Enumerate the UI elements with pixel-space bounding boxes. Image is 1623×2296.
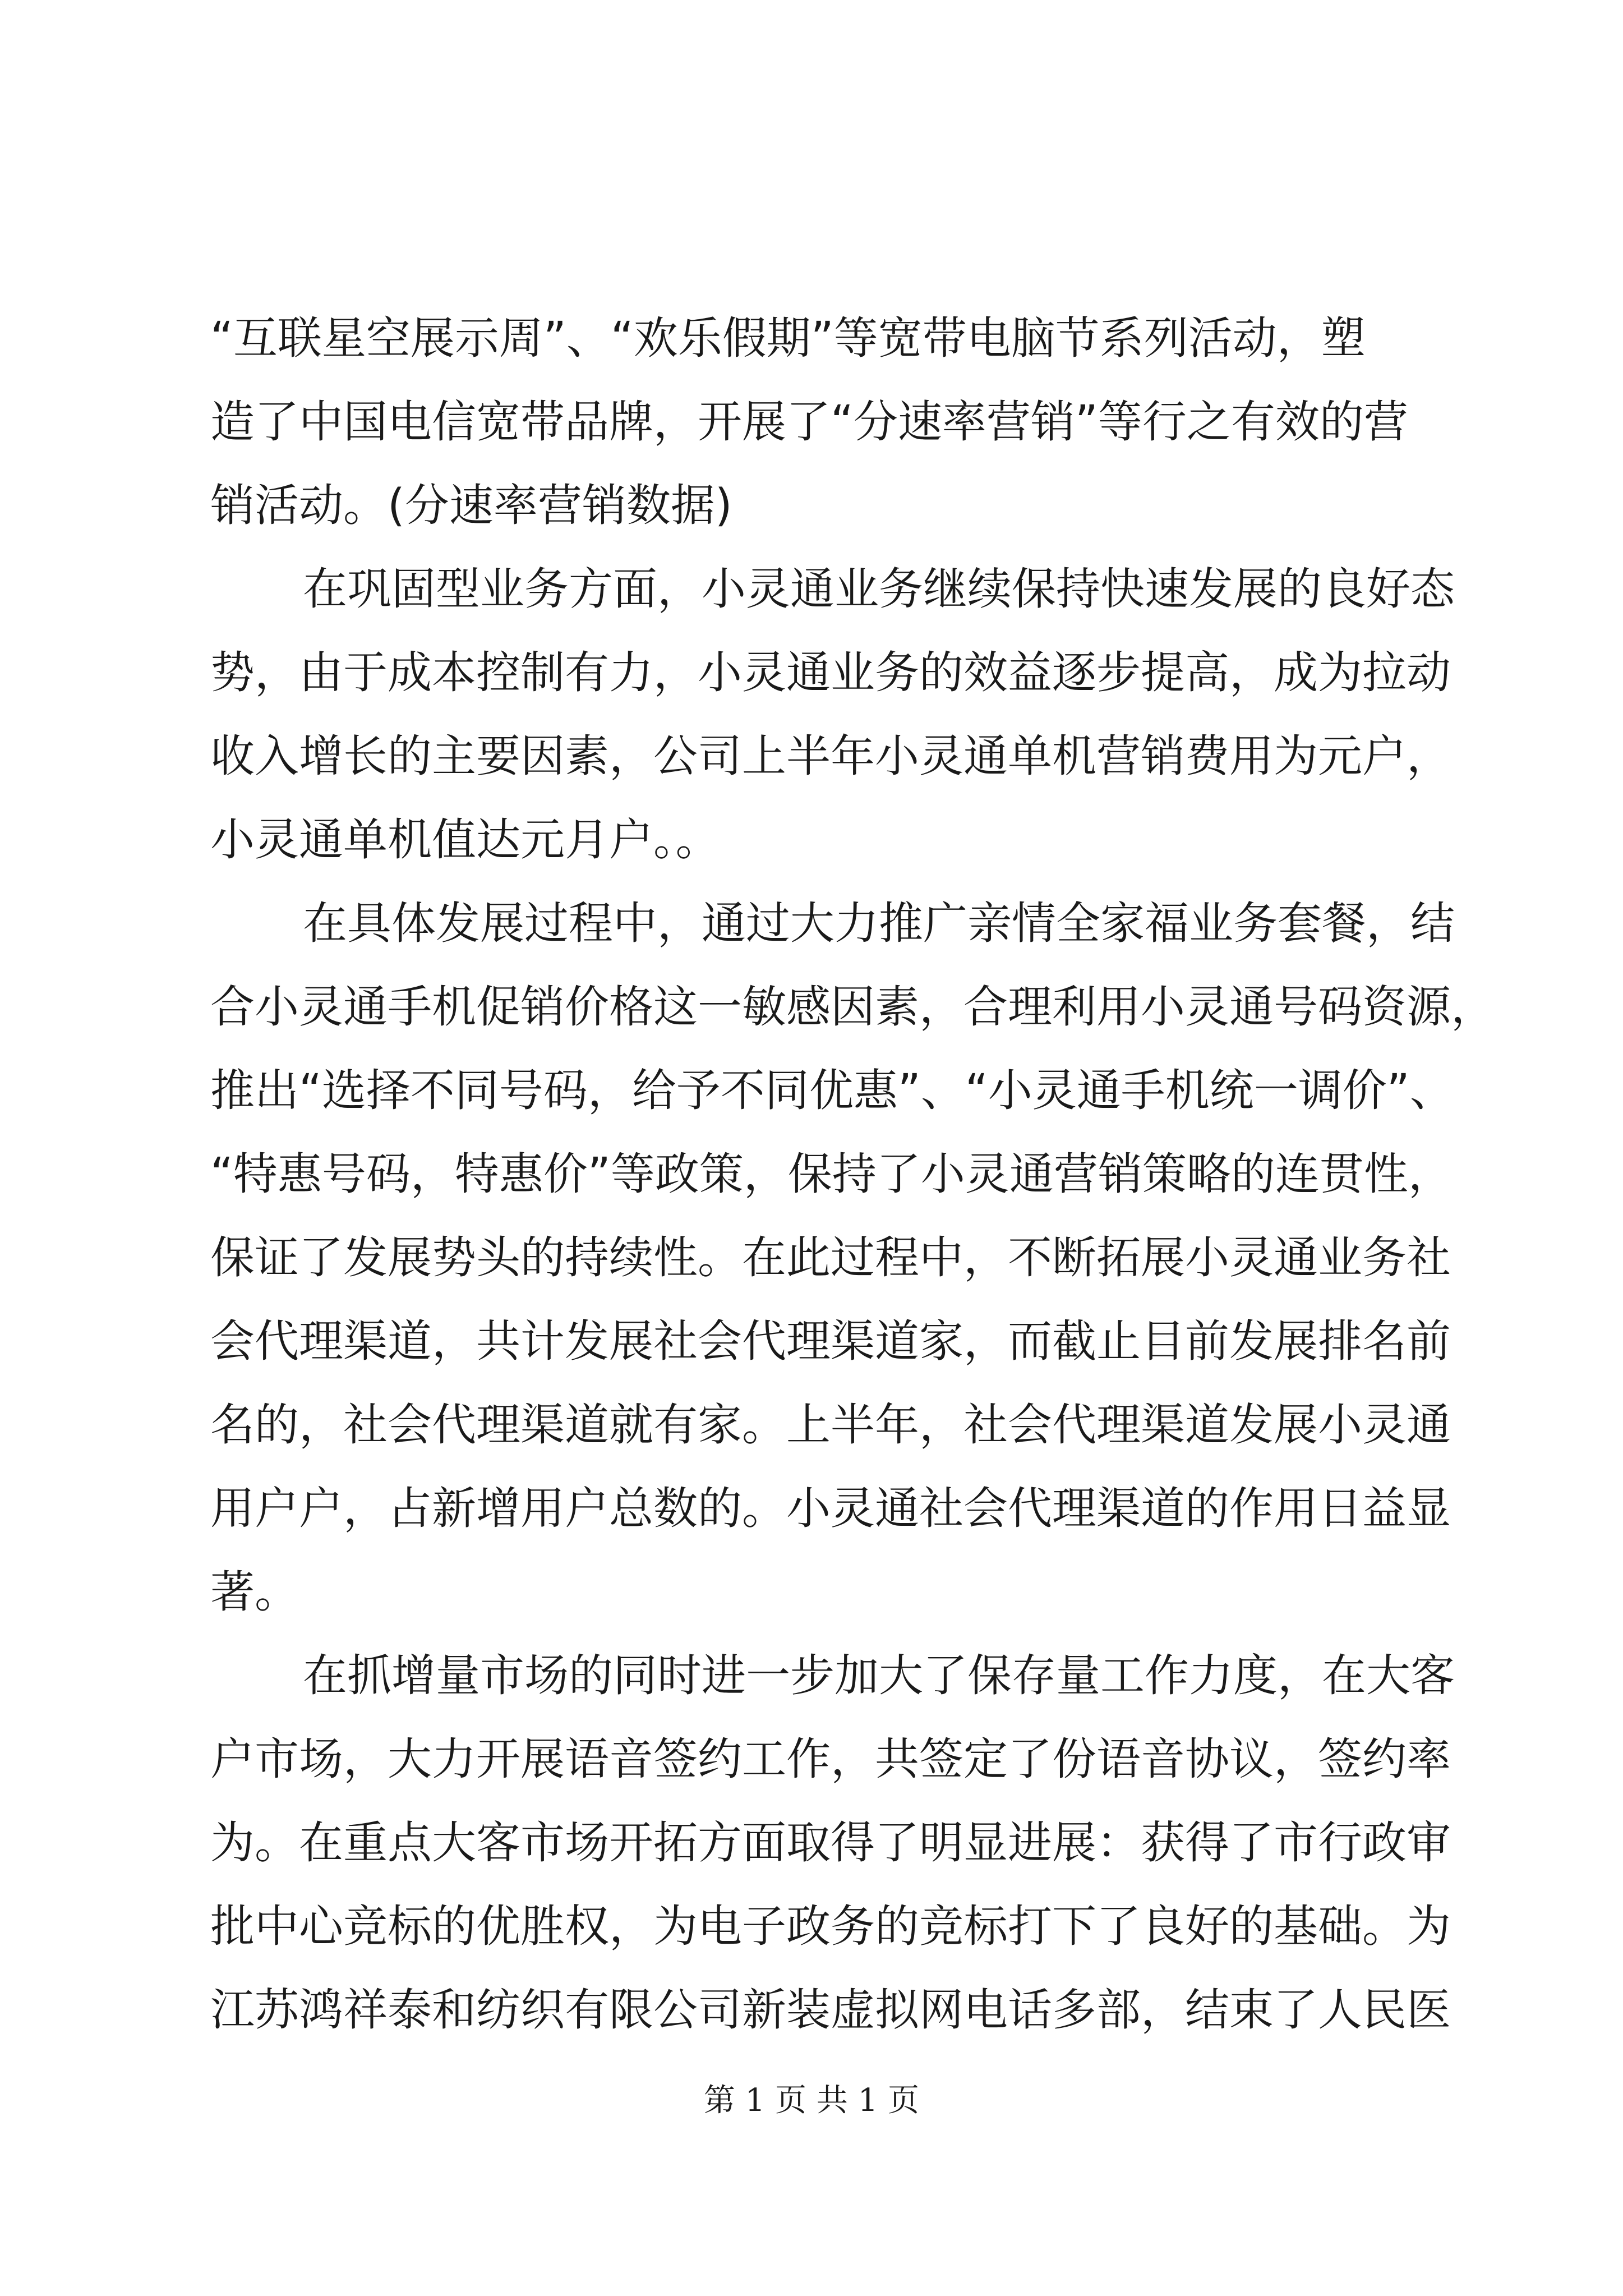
text-line: 著。: [210, 1566, 299, 1618]
paragraph-first-line: 在巩固型业务方面，小灵通业务继续保持快速发展的良好态: [303, 563, 1455, 615]
text-line: 推出“选择不同号码，给予不同优惠”、“小灵通手机统一调价”、: [210, 1065, 1454, 1116]
text-line: “互联星空展示周”、“欢乐假期”等宽带电脑节系列活动，塑: [210, 312, 1366, 364]
paragraph-first-line: 在具体发展过程中，通过大力推广亲情全家福业务套餐，结: [303, 898, 1455, 949]
text-line: 造了中国电信宽带品牌，开展了“分速率营销”等行之有效的营: [210, 396, 1408, 448]
text-line: 势，由于成本控制有力，小灵通业务的效益逐步提高，成为拉动: [210, 647, 1451, 698]
paragraph-first-line: 在抓增量市场的同时进一步加大了保存量工作力度，在大客: [303, 1650, 1455, 1701]
text-line: “特惠号码，特惠价”等政策，保持了小灵通营销策略的连贯性，: [210, 1148, 1453, 1200]
text-line: 销活动。(分速率营销数据): [210, 480, 732, 531]
text-line: 保证了发展势头的持续性。在此过程中，不断拓展小灵通业务社: [210, 1232, 1451, 1283]
text-line: 小灵通单机值达元月户。。: [210, 814, 720, 866]
text-line: 收入增长的主要因素，公司上半年小灵通单机营销费用为元户，: [210, 730, 1451, 782]
page-footer: 第 1 页 共 1 页: [703, 2082, 920, 2119]
text-line: 名的，社会代理渠道就有家。上半年，社会代理渠道发展小灵通: [210, 1399, 1451, 1451]
text-line: 用户户，占新增用户总数的。小灵通社会代理渠道的作用日益显: [210, 1483, 1451, 1534]
text-line: 户市场，大力开展语音签约工作，共签定了份语音协议，签约率: [210, 1733, 1451, 1785]
text-line: 为。在重点大客市场开拓方面取得了明显进展：获得了市行政审: [210, 1817, 1451, 1869]
text-line: 江苏鸿祥泰和纺织有限公司新装虚拟网电话多部，结束了人民医: [210, 1984, 1451, 2036]
text-line: 会代理渠道，共计发展社会代理渠道家，而截止目前发展排名前: [210, 1315, 1451, 1367]
text-line: 批中心竞标的优胜权，为电子政务的竞标打下了良好的基础。为: [210, 1901, 1451, 1952]
text-line: 合小灵通手机促销价格这一敏感因素，合理利用小灵通号码资源，: [210, 981, 1495, 1033]
